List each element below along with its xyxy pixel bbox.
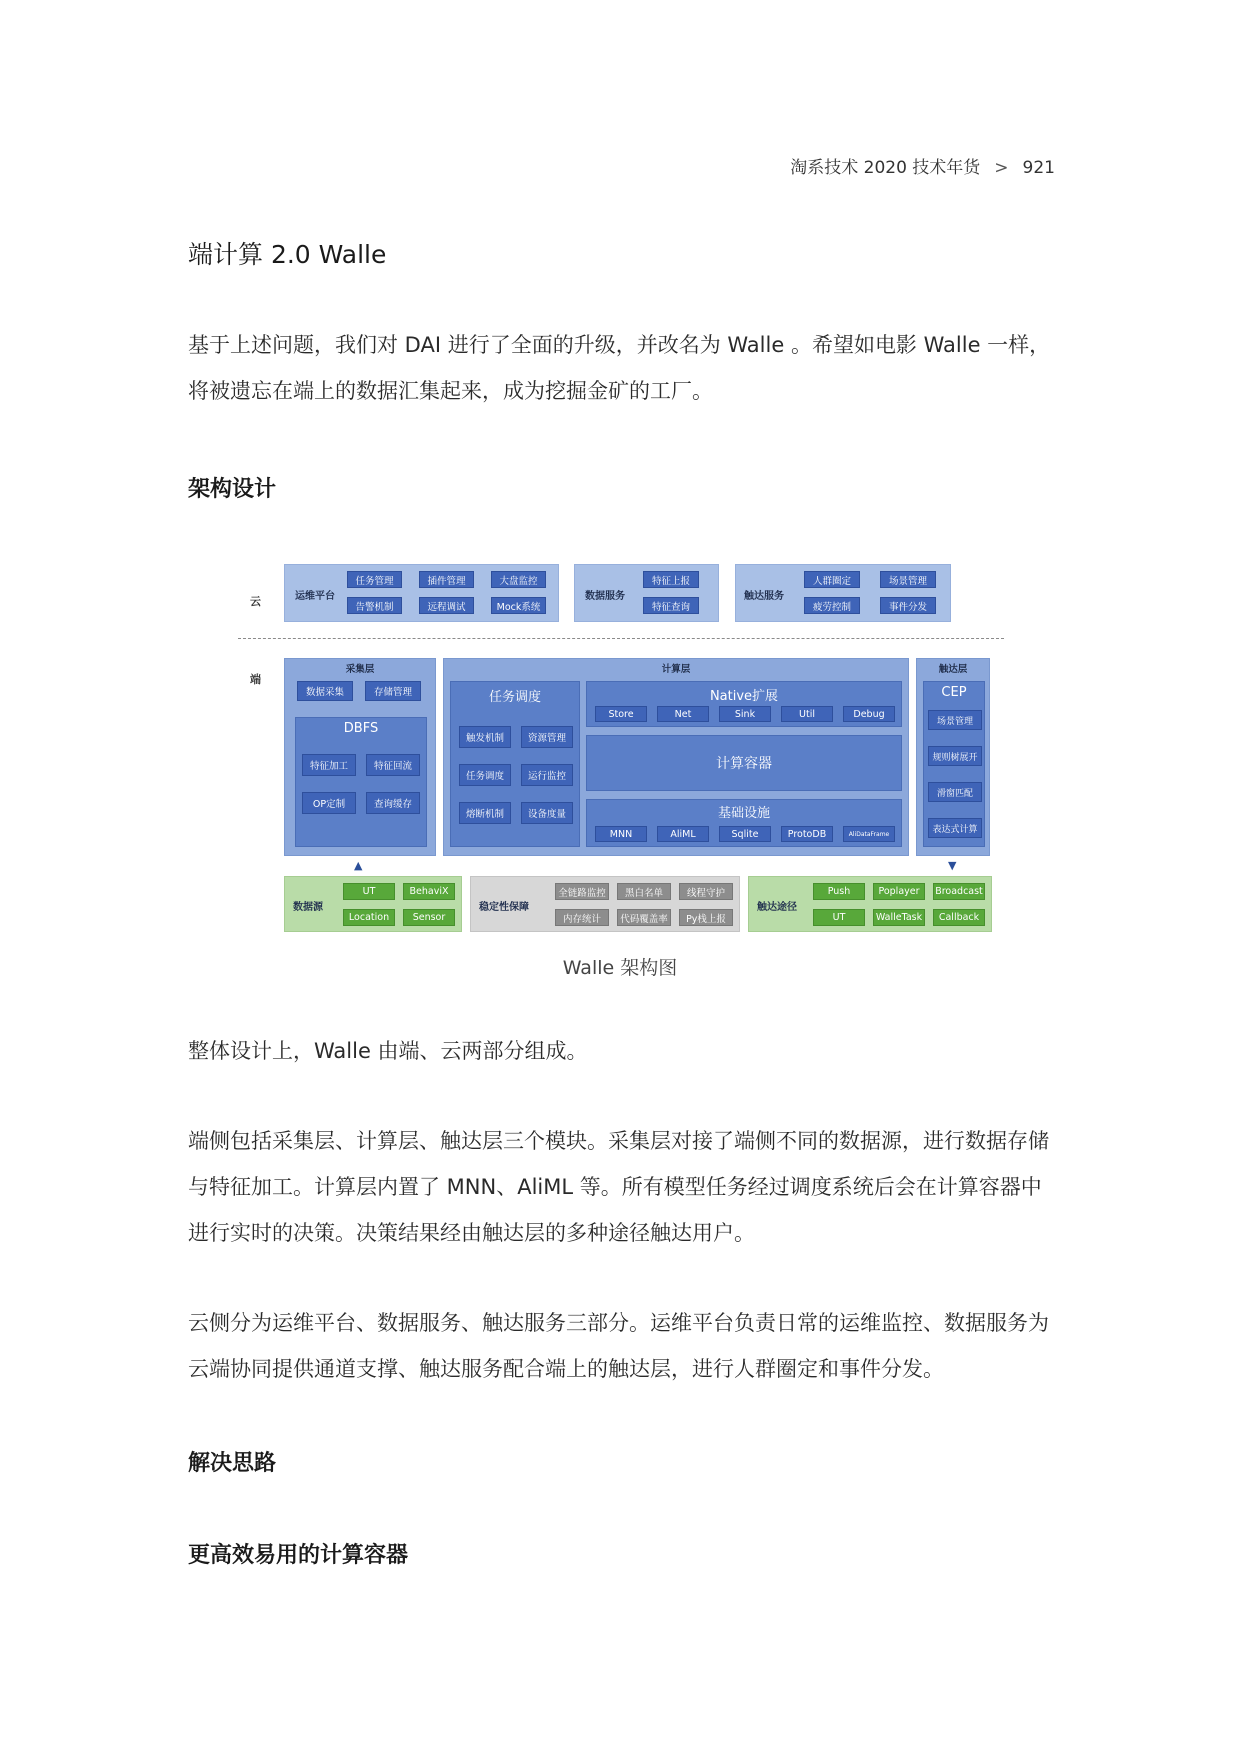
cep-chip: 表达式计算 [928,818,982,838]
cloud-chip: 插件管理 [419,571,474,588]
cep-box [923,681,985,847]
section-title: 端计算 2.0 Walle [188,240,387,269]
cep-chip: 规则树展开 [928,746,982,766]
infrastructure-title: 基础设施 [717,806,770,821]
data-source-panel [284,876,462,932]
cloud-chip: 事件分发 [880,597,936,614]
stability-chip: 全链路监控 [555,883,609,900]
native-chip: Util [781,706,833,722]
subheading-architecture: 架构设计 [188,477,277,502]
infra-chip: AliML [657,826,709,842]
source-chip: UT [343,883,395,900]
page-number: 921 [1022,158,1055,178]
task-chip: 触发机制 [459,726,511,748]
cloud-chip: 特征查询 [643,597,699,614]
native-chip: Debug [843,706,895,722]
cloud-side-label: 云 [250,595,261,608]
source-chip: BehaviX [403,883,455,900]
header-separator: > [994,158,1009,178]
collect-chip: 数据采集 [297,681,353,701]
infra-chip: MNN [595,826,647,842]
dbfs-chip: 查询缓存 [366,792,420,814]
native-chip: Store [595,706,647,722]
dbfs-chip: 特征回流 [366,754,420,776]
collect-layer [284,658,436,856]
reach-layer [916,658,990,856]
task-chip: 设备度量 [521,802,573,824]
reach-layer-title: 触达层 [938,664,968,675]
walle-architecture-diagram [236,556,1006,942]
task-chip: 熔断机制 [459,802,511,824]
compute-layer [443,658,909,856]
data-service-label: 数据服务 [585,591,625,602]
reach-channel-panel [748,876,992,932]
page-header [790,153,1055,178]
reach-service-panel [735,564,951,622]
task-chip: 资源管理 [521,726,573,748]
infra-chip: AliDataFrame [843,826,895,842]
compute-container-title: 计算容器 [716,756,772,772]
native-chip: Sink [719,706,771,722]
source-chip: Location [343,909,395,926]
ops-platform-label: 运维平台 [295,591,335,602]
cloud-chip: 人群圈定 [804,571,860,588]
channel-chip: Callback [933,909,985,926]
channel-chip: WalleTask [873,909,925,926]
stability-label: 稳定性保障 [479,902,529,913]
collect-layer-title: 采集层 [345,664,375,675]
paragraph-overall: 整体设计上，Walle 由端、云两部分组成。 [188,1039,588,1063]
intro-paragraph: 基于上述问题，我们对 DAI 进行了全面的升级，并改名为 Walle 。希望如电影 Walle 一样，将被遗忘在端上的数据汇集起来，成为挖掘金矿的工厂。 [188,333,1051,403]
cloud-chip: 大盘监控 [491,571,546,588]
cep-title: CEP [941,685,967,700]
up-arrow-icon: ▲ [354,859,363,872]
dbfs-chip: 特征加工 [302,754,356,776]
dbfs-chip: OP定制 [302,792,356,814]
collect-chip: 存储管理 [365,681,421,701]
cloud-chip: 告警机制 [347,597,402,614]
cloud-chip: 特征上报 [643,571,699,588]
cep-chip: 滑窗匹配 [928,782,982,802]
infra-chip: Sqlite [719,826,771,842]
stability-chip: 黑白名单 [617,883,671,900]
stability-panel [470,876,740,932]
cloud-chip: 场景管理 [880,571,936,588]
cloud-device-divider [238,638,1004,639]
channel-chip: Push [813,883,865,900]
paragraph-device: 端侧包括采集层、计算层、触达层三个模块。采集层对接了端侧不同的数据源，进行数据存储与特征加工。计算层内置了 MNN、AliML 等。所有模型任务经过调度系统后会在计算容器中进行实时的决策。决策结果经由触达层的多种途径触达用户。 [188,1129,1049,1245]
task-scheduler-box [450,681,580,847]
stability-chip: 内存统计 [555,909,609,926]
down-arrow-icon: ▼ [948,859,957,872]
subheading-container: 更高效易用的计算容器 [188,1543,409,1568]
reach-channel-label: 触达途径 [757,902,797,913]
compute-layer-title: 计算层 [661,664,691,675]
cloud-chip: 远程调试 [419,597,474,614]
ops-platform-panel [284,564,559,622]
task-chip: 任务调度 [459,764,511,786]
data-service-panel [574,564,719,622]
paragraph-cloud: 云侧分为运维平台、数据服务、触达服务三部分。运维平台负责日常的运维监控、数据服务为云端协同提供通道支撑、触达服务配合端上的触达层，进行人群圈定和事件分发。 [188,1311,1049,1381]
subheading-solution: 解决思路 [188,1451,277,1476]
cloud-chip: 任务管理 [347,571,402,588]
stability-chip: Py栈上报 [679,909,733,926]
dbfs-box [295,717,427,847]
native-extension-box [586,681,902,727]
compute-container-box [586,735,902,791]
cloud-chip: Mock系统 [491,597,546,614]
dbfs-title: DBFS [343,721,379,736]
stability-chip: 代码覆盖率 [617,909,671,926]
book-title: 淘系技术 2020 技术年货 [790,158,981,178]
reach-service-label: 触达服务 [744,591,784,602]
native-extension-title: Native扩展 [709,689,779,704]
data-source-label: 数据源 [293,902,323,913]
task-scheduler-title: 任务调度 [488,690,541,705]
infra-chip: ProtoDB [781,826,833,842]
figure-caption: Walle 架构图 [562,957,678,979]
source-chip: Sensor [403,909,455,926]
task-chip: 运行监控 [521,764,573,786]
stability-chip: 线程守护 [679,883,733,900]
cloud-chip: 疲劳控制 [804,597,860,614]
native-chip: Net [657,706,709,722]
channel-chip: UT [813,909,865,926]
infrastructure-box [586,799,902,847]
device-side-label: 端 [250,673,261,686]
channel-chip: Broadcast [933,883,985,900]
channel-chip: Poplayer [873,883,925,900]
cep-chip: 场景管理 [928,710,982,730]
